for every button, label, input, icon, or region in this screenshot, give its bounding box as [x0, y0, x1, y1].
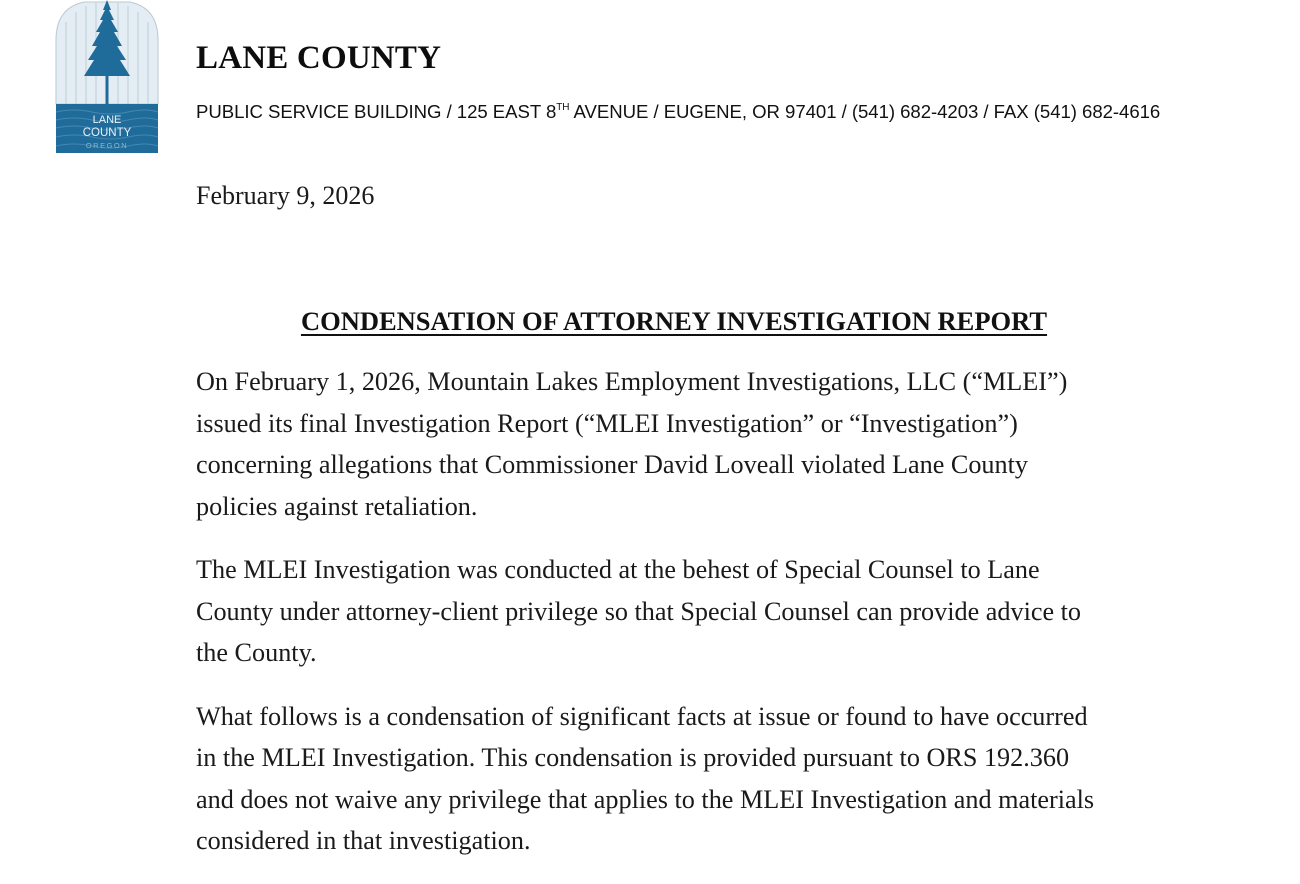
- address-ordinal-suffix: TH: [556, 102, 570, 113]
- paragraph-privilege: [196, 549, 1171, 674]
- lane-county-tree-logo-icon: [54, 0, 160, 154]
- text-line: and does not waive any privilege that applies to the MLEI Investigation and materials: [196, 784, 1095, 814]
- paragraph-condensation: [196, 696, 1171, 862]
- document-body: [196, 361, 1171, 884]
- address-building: PUBLIC SERVICE BUILDING / 125 EAST 8: [196, 101, 557, 122]
- logo-line3: OREGON: [85, 141, 129, 150]
- text-line: County under attorney-client privilege so that Special Counsel can provide advice to: [196, 596, 1082, 626]
- text-line: policies against retaliation.: [196, 491, 478, 521]
- text-line: the County.: [196, 638, 317, 667]
- lane-county-logo: [54, 0, 160, 154]
- paragraph-intro: [196, 361, 1171, 527]
- org-name: LANE COUNTY: [196, 40, 442, 76]
- text-line: issued its final Investigation Report (“MLEI Investigation” or “Investigation”): [196, 408, 1018, 438]
- text-line: The MLEI Investigation was conducted at the behest of Special Counsel to Lane: [196, 555, 1040, 584]
- letterhead-address: [196, 101, 1160, 123]
- address-rest: AVENUE / EUGENE, OR 97401 / (541) 682-4203 / FAX (541) 682-4616: [569, 101, 1161, 122]
- text-line: considered in that investigation.: [196, 826, 531, 855]
- text-line: concerning allegations that Commissioner David Loveall violated Lane County: [196, 450, 1028, 479]
- letter-date: February 9, 2026: [196, 181, 375, 210]
- document-title: CONDENSATION OF ATTORNEY INVESTIGATION REPORT: [300, 306, 1048, 336]
- logo-line1: LANE: [92, 114, 122, 126]
- text-line: What follows is a condensation of significant facts at issue or found to have occurred: [196, 701, 1088, 731]
- text-line: in the MLEI Investigation. This condensation is provided pursuant to ORS 192.360: [196, 743, 1070, 772]
- text-line: On February 1, 2026, Mountain Lakes Employment Investigations, LLC (“MLEI”): [196, 367, 1068, 396]
- logo-line2: COUNTY: [82, 127, 132, 139]
